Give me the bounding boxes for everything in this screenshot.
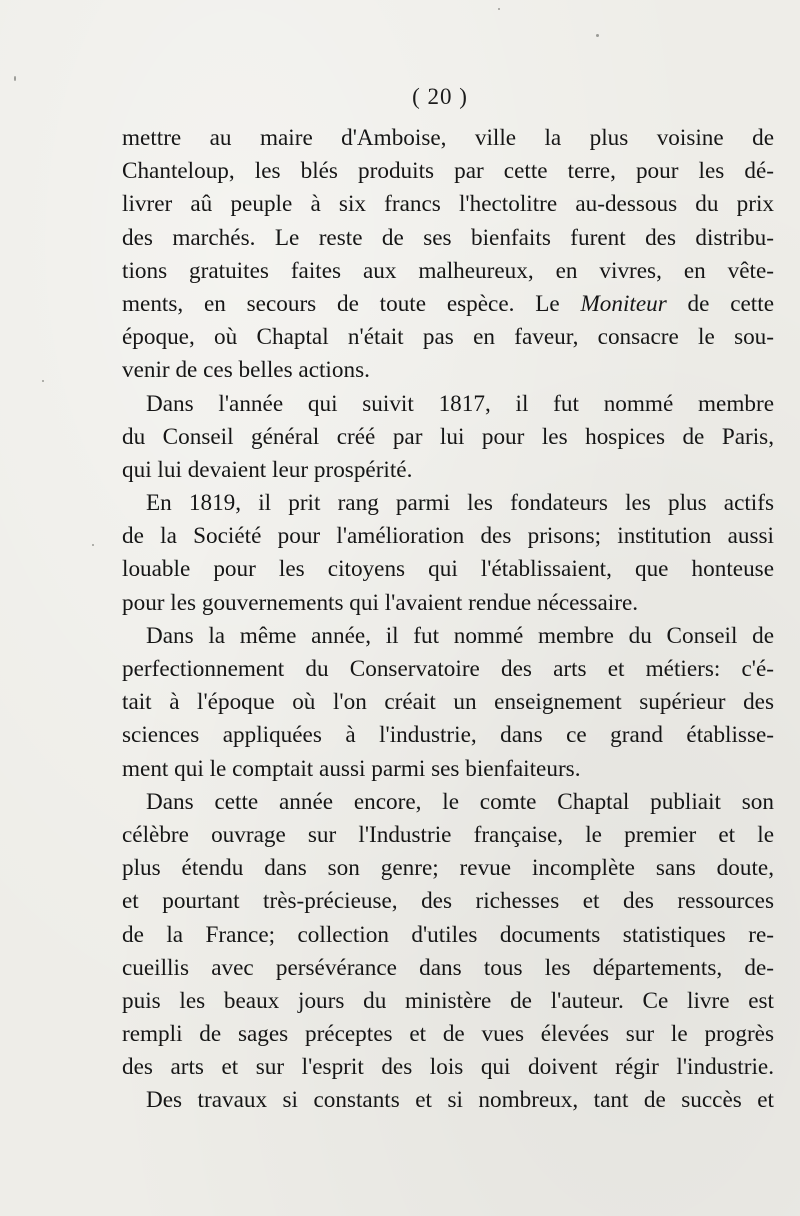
text-line: venir de ces belles actions. xyxy=(122,357,370,384)
text-line: tions gratuites faites aux malheureux, en vivres, en vête- xyxy=(122,257,774,284)
body-text xyxy=(122,122,774,1118)
text-fragment: de cette xyxy=(666,290,774,317)
text-line: Chanteloup, les blés produits par cette terre, pour les dé- xyxy=(122,158,774,185)
text-line: cueillis avec persévérance dans tous les départements, de- xyxy=(122,954,774,981)
text-line: qui lui devaient leur prospérité. xyxy=(122,456,413,483)
text-line: des marchés. Le reste de ses bienfaits furent des distribu- xyxy=(122,224,774,251)
text-line: de la Société pour l'amélioration des prisons; institution aussi xyxy=(122,523,774,550)
text-line: et pourtant très-précieuse, des richesses et des ressources xyxy=(122,888,774,915)
text-line: rempli de sages préceptes et de vues élevées sur le progrès xyxy=(122,1021,774,1048)
text-line: louable pour les citoyens qui l'établissaient, que honteuse xyxy=(122,556,774,583)
text-line: tait à l'époque où l'on créait un enseignement supérieur des xyxy=(122,689,774,716)
paper-speck xyxy=(498,8,500,10)
text-line: puis les beaux jours du ministère de l'auteur. Ce livre est xyxy=(122,987,774,1014)
text-line: En 1819, il prit rang parmi les fondateurs les plus actifs xyxy=(146,490,774,517)
paper-speck xyxy=(596,34,599,37)
text-fragment: ments, en secours de toute espèce. Le xyxy=(122,290,581,317)
text-line: mettre au maire d'Amboise, ville la plus voisine de xyxy=(122,125,774,151)
text-line: plus étendu dans son genre; revue incomplète sans doute, xyxy=(122,855,774,882)
paper-speck xyxy=(42,380,44,382)
text-line: pour les gouvernements qui l'avaient rendue nécessaire. xyxy=(122,589,639,616)
text-line: sciences appliquées à l'industrie, dans ce grand établisse- xyxy=(122,722,774,749)
text-line: de la France; collection d'utiles documents statistiques re- xyxy=(122,921,774,948)
paper-speck xyxy=(14,76,16,81)
text-line: Des travaux si constants et si nombreux, tant de succès et xyxy=(146,1087,774,1114)
text-line xyxy=(122,288,774,321)
text-line: Dans l'année qui suivit 1817, il fut nommé membre xyxy=(146,390,774,417)
text-line: Dans cette année encore, le comte Chaptal publiait son xyxy=(146,788,774,815)
paper-speck xyxy=(92,544,94,546)
newspaper-title: Moniteur xyxy=(580,290,667,317)
page-number: ( 20 ) xyxy=(412,84,468,109)
text-line: ment qui le comptait aussi parmi ses bienfaiteurs. xyxy=(122,755,581,782)
text-line: célèbre ouvrage sur l'Industrie française, le premier et le xyxy=(122,821,774,848)
text-line: livrer aû peuple à six francs l'hectolitre au-dessous du prix xyxy=(122,191,774,218)
text-line: époque, où Chaptal n'était pas en faveur, consacre le sou- xyxy=(122,324,774,351)
text-line: du Conseil général créé par lui pour les hospices de Paris, xyxy=(122,423,774,450)
text-line: perfectionnement du Conservatoire des arts et métiers: c'é- xyxy=(122,656,774,682)
text-line: des arts et sur l'esprit des lois qui doivent régir l'industrie. xyxy=(122,1054,774,1081)
text-line: Dans la même année, il fut nommé membre du Conseil de xyxy=(146,622,774,649)
